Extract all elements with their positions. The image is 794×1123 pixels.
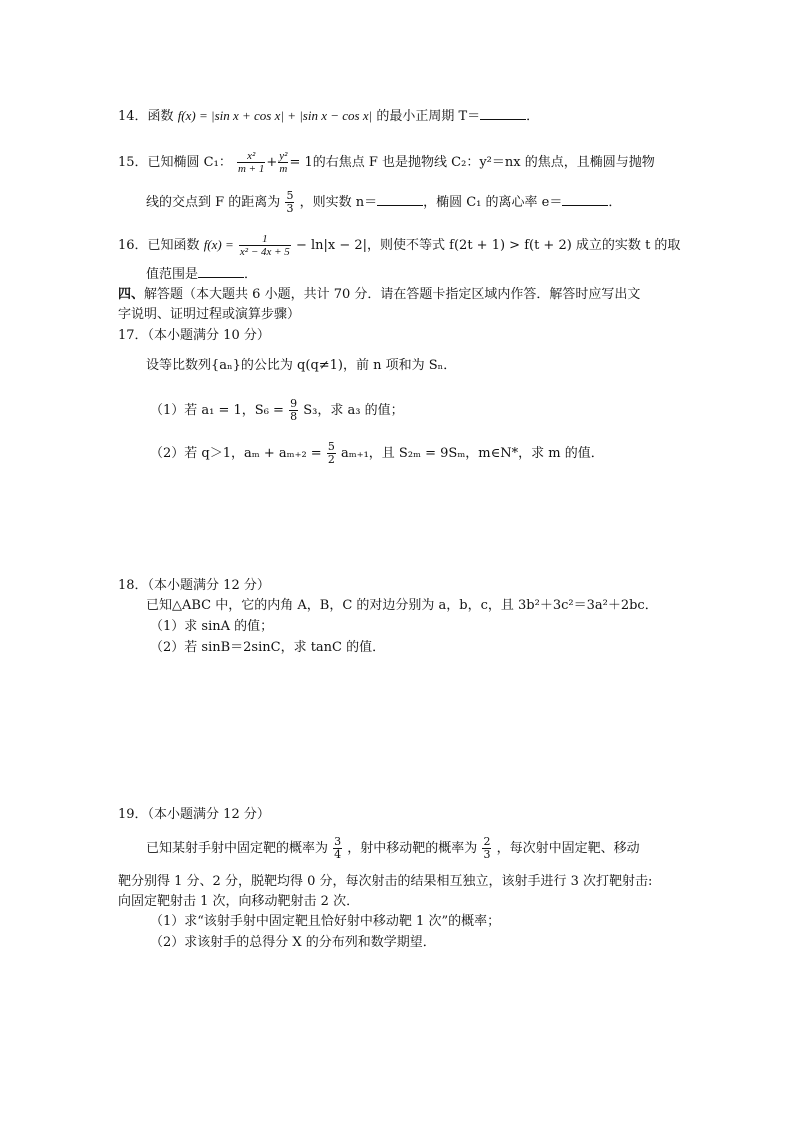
question-19-header: 19．（本小题满分 12 分） <box>118 807 270 822</box>
q17-part2-frac-denominator: 2 <box>327 453 335 466</box>
q15-end: ． <box>608 195 622 210</box>
section-4-heading <box>118 286 640 304</box>
q15-frac1-denominator: m + 1 <box>237 163 265 175</box>
q15-equals: = 1 <box>289 155 313 170</box>
question-16-line2 <box>146 266 257 284</box>
q19-stem-part2: ，射中移动靶的概率为 <box>347 841 478 856</box>
question-19-part2: （2）求该射手的总得分 X 的分布列和数学期望． <box>150 935 436 950</box>
q14-answer-blank[interactable] <box>480 108 526 120</box>
question-17-part2 <box>150 441 604 466</box>
q16-fraction <box>239 233 291 258</box>
section-4-number: 四、 <box>118 287 145 302</box>
q19-fraction-fixed <box>333 836 342 861</box>
q15-line2b: ，则实数 n＝ <box>299 195 378 210</box>
q17-part2-fraction <box>327 441 336 466</box>
q15-frac3-denominator: 3 <box>286 202 294 215</box>
question-18-stem: 已知△ABC 中，它的内角 A，B，C 的对边分别为 a，b，c，且 3b²＋3c²＝3a²＋2bc． <box>146 598 658 613</box>
q14-number: 14．函数 <box>118 109 174 124</box>
question-18-part1: （1）求 sinA 的值； <box>150 619 274 634</box>
q16-tail: − ln|x − 2|，则使不等式 f(2t + 1) > f(t + 2) 成立的实数 t 的取 <box>295 238 681 253</box>
q15-mid: 的右焦点 F 也是抛物线 C₂：y²＝nx 的焦点，且椭圆与抛物 <box>312 155 655 170</box>
q17-part2-a: （2）若 q＞1，aₘ + aₘ₊₂ = <box>150 446 322 461</box>
question-19-line2: 靶分别得 1 分、2 分，脱靶均得 0 分，每次射击的结果相互独立，该射手进行 3 次打靶射击: <box>118 874 653 889</box>
q17-part2-b: aₘ₊₁，且 S₂ₘ = 9Sₘ，m∈N*，求 m 的值． <box>340 446 604 461</box>
q15-fraction-x <box>237 150 265 175</box>
question-15-line2 <box>146 190 621 215</box>
question-18-header: 18．（本小题满分 12 分） <box>118 578 270 593</box>
q15-line2a: 线的交点到 F 的距离为 <box>146 195 281 210</box>
q15-number: 15．已知椭圆 C₁： <box>118 155 232 170</box>
q19-frac2-numerator: 2 <box>483 835 491 848</box>
q15-fraction-distance <box>285 190 294 215</box>
q16-fx: f(x) = <box>203 237 234 252</box>
q15-frac2-denominator: m <box>279 163 288 175</box>
q15-frac2-numerator: y² <box>279 150 288 162</box>
q14-end: ． <box>526 109 540 124</box>
q19-frac2-denominator: 3 <box>483 848 491 861</box>
question-19-stem <box>146 836 640 861</box>
question-16 <box>118 233 680 258</box>
question-18-part2: （2）若 sinB＝2sinC，求 tanC 的值． <box>150 640 386 655</box>
question-15 <box>118 150 655 175</box>
q17-part1-a: （1）若 a₁ = 1，S₆ = <box>150 403 284 418</box>
q19-stem-part3: ，每次射中固定靶、移动 <box>496 841 640 856</box>
q16-answer-blank[interactable] <box>198 266 244 278</box>
q17-part1-frac-denominator: 8 <box>290 410 298 423</box>
q16-frac-numerator: 1 <box>262 233 268 245</box>
q15-frac3-numerator: 5 <box>286 189 294 202</box>
question-17-header: 17．（本小题满分 10 分） <box>118 328 270 343</box>
q19-fraction-moving <box>482 836 491 861</box>
q16-line2: 值范围是 <box>146 267 199 282</box>
q15-frac1-numerator: x² <box>247 150 256 162</box>
question-17-stem: 设等比数列{aₙ}的公比为 q(q≠1)，前 n 项和为 Sₙ． <box>146 358 457 373</box>
q17-part1-frac-numerator: 9 <box>290 397 298 410</box>
section-4-description-line2: 字说明、证明过程或演算步骤） <box>118 307 301 322</box>
q14-tail: 的最小正周期 T＝ <box>376 109 481 124</box>
q14-formula: f(x) = |sin x + cos x| + |sin x − cos x| <box>177 108 373 123</box>
question-19-line3: 向固定靶射击 1 次，向移动靶射击 2 次． <box>118 894 360 909</box>
q17-part2-frac-numerator: 5 <box>327 440 335 453</box>
q15-n-answer-blank[interactable] <box>377 194 423 206</box>
q19-frac1-denominator: 4 <box>334 848 342 861</box>
section-4-heading-line2 <box>118 306 300 324</box>
q15-plus: + <box>266 155 278 170</box>
question-19-part1: （1）求“该射手射中固定靶且恰好射中移动靶 1 次”的概率； <box>150 914 501 929</box>
q15-fraction-y <box>278 150 288 175</box>
q17-part1-b: S₃，求 a₃ 的值； <box>303 403 404 418</box>
question-14 <box>118 107 539 126</box>
section-4-title: 解答题 <box>144 287 184 302</box>
q15-line2c: ，椭圆 C₁ 的离心率 e＝ <box>423 195 563 210</box>
q16-frac-denominator: x² − 4x + 5 <box>239 246 290 258</box>
q15-e-answer-blank[interactable] <box>562 194 608 206</box>
question-17-part1 <box>150 398 404 423</box>
q19-stem-part1: 已知某射手射中固定靶的概率为 <box>146 841 329 856</box>
q16-number: 16．已知函数 <box>118 238 200 253</box>
section-4-description: （本大题共 6 小题，共计 70 分．请在答题卡指定区域内作答．解答时应写出文 <box>183 287 641 302</box>
q16-end: ． <box>244 267 258 282</box>
q19-frac1-numerator: 3 <box>334 835 342 848</box>
q17-part1-fraction <box>289 398 298 423</box>
